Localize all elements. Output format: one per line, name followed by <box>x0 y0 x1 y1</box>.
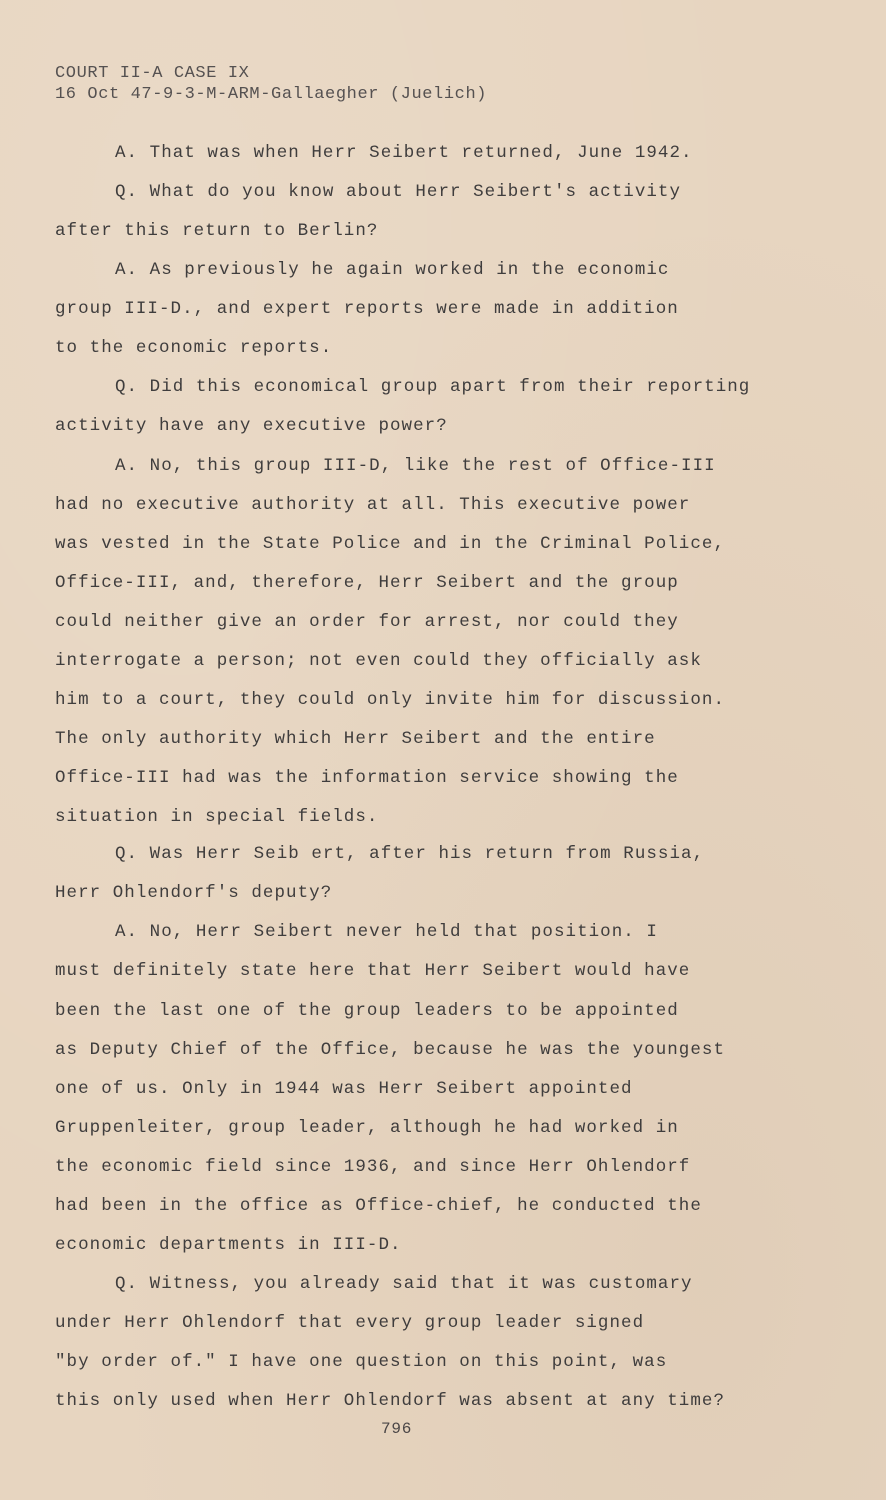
transcript-line: Office-III, and, therefore, Herr Seibert and the group <box>55 573 679 593</box>
transcript-line: the economic field since 1936, and since Herr Ohlendorf <box>55 1157 691 1177</box>
transcript-line: activity have any executive power? <box>55 416 448 436</box>
transcript-line: could neither give an order for arrest, nor could they <box>55 612 679 632</box>
transcript-line: Q. Witness, you already said that it was customary <box>115 1274 693 1294</box>
transcript-line: economic departments in III-D. <box>55 1235 402 1255</box>
transcript-line: to the economic reports. <box>55 338 333 358</box>
court-case-line: COURT II-A CASE IX <box>55 64 250 83</box>
transcript-line: was vested in the State Police and in the Criminal Police, <box>55 534 725 554</box>
transcript-line: group III-D., and expert reports were made in addition <box>55 299 679 319</box>
transcript-line: A. That was when Herr Seibert returned, June 1942. <box>115 143 693 163</box>
transcript-line: one of us. Only in 1944 was Herr Seibert appointed <box>55 1079 633 1099</box>
transcript-line: after this return to Berlin? <box>55 221 379 241</box>
document-header <box>55 63 487 105</box>
transcript-line: interrogate a person; not even could they officially ask <box>55 651 702 671</box>
session-line: 16 Oct 47-9-3-M-ARM-Gallaegher (Juelich) <box>55 85 488 104</box>
transcript-line: "by order of." I have one question on this point, was <box>55 1352 668 1372</box>
transcript-line: Herr Ohlendorf's deputy? <box>55 883 333 903</box>
transcript-line: A. As previously he again worked in the economic <box>115 260 670 280</box>
transcript-line: Office-III had was the information service showing the <box>55 768 679 788</box>
transcript-line: A. No, this group III-D, like the rest of Office-III <box>115 456 716 476</box>
transcript-line: this only used when Herr Ohlendorf was absent at any time? <box>55 1391 725 1411</box>
transcript-line: situation in special fields. <box>55 807 379 827</box>
transcript-line: been the last one of the group leaders to be appointed <box>55 1001 679 1021</box>
transcript-line: Q. Did this economical group apart from their reporting <box>115 377 751 397</box>
transcript-line: A. No, Herr Seibert never held that position. I <box>115 922 658 942</box>
transcript-line: must definitely state here that Herr Seibert would have <box>55 961 691 981</box>
transcript-line: had been in the office as Office-chief, he conducted the <box>55 1196 702 1216</box>
transcript-line: him to a court, they could only invite him for discussion. <box>55 690 725 710</box>
transcript-line: under Herr Ohlendorf that every group leader signed <box>55 1313 645 1333</box>
transcript-line: Q. Was Herr Seib ert, after his return from Russia, <box>115 844 705 864</box>
transcript-line: Q. What do you know about Herr Seibert's activity <box>115 182 682 202</box>
transcript-line: The only authority which Herr Seibert and the entire <box>55 729 656 749</box>
transcript-line: had no executive authority at all. This executive power <box>55 495 691 515</box>
page-number: 796 <box>381 1420 413 1438</box>
transcript-line: as Deputy Chief of the Office, because he was the youngest <box>55 1040 725 1060</box>
transcript-line: Gruppenleiter, group leader, although he had worked in <box>55 1118 679 1138</box>
